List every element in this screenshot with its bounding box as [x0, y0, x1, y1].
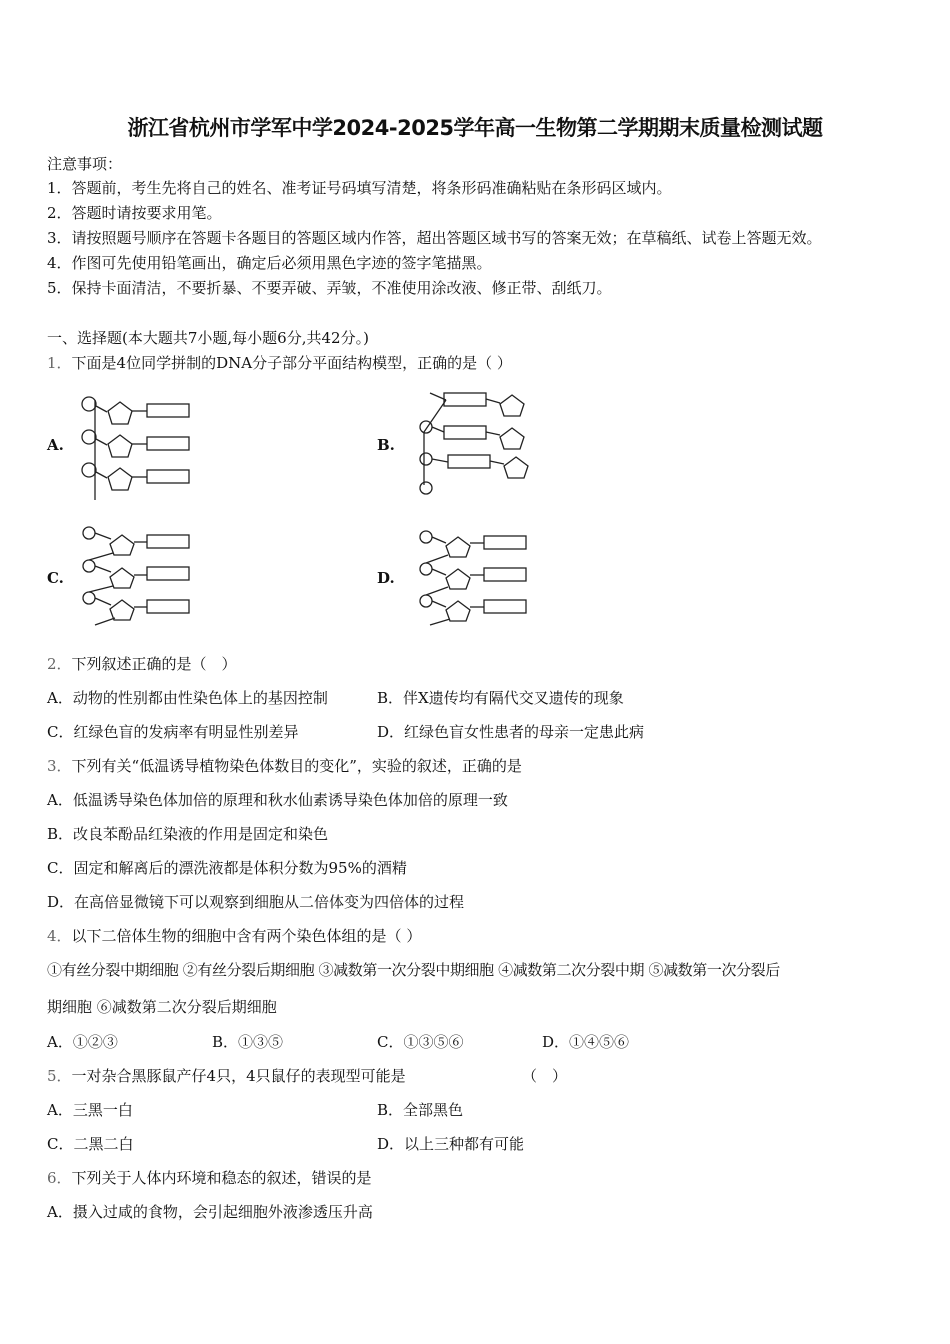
option-d[interactable]: D．在高倍显微镜下可以观察到细胞从二倍体变为四倍体的过程 [47, 893, 465, 911]
option-c[interactable]: C．红绿色盲的发病率有明显性别差异 [47, 723, 299, 741]
notice-item: 4．作图可先使用铅笔画出，确定后必须用黑色字迹的签字笔描黑。 [47, 254, 492, 272]
question-stem: 下列有关“低温诱导植物染色体数目的变化”，实验的叙述，正确的是 [71, 757, 522, 775]
option-a[interactable]: A．动物的性别都由性染色体上的基因控制 [47, 689, 328, 707]
question-number: 3． [47, 757, 72, 775]
question-6 [47, 1167, 372, 1188]
dna-model-d [410, 525, 535, 630]
option-d[interactable]: D．红绿色盲女性患者的母亲一定患此病 [377, 723, 645, 741]
question-stem: 以下二倍体生物的细胞中含有两个染色体组的是（ ） [71, 927, 422, 945]
question-4-items-cont: 期细胞 ⑥减数第二次分裂后期细胞 [47, 998, 277, 1016]
question-3 [47, 755, 522, 776]
notice-item: 5．保持卡面清洁，不要折暴、不要弄破、弄皱，不准使用涂改液、修正带、刮纸刀。 [47, 279, 612, 297]
option-a-label[interactable]: A. [47, 436, 64, 454]
question-5 [47, 1065, 406, 1086]
option-b[interactable]: B．伴X遗传均有隔代交叉遗传的现象 [377, 689, 624, 707]
notice-item: 3．请按照题号顺序在答题卡各题目的答题区域内作答，超出答题区域书写的答案无效；在草稿纸、试卷上答题无效。 [47, 229, 822, 247]
exam-title: 浙江省杭州市学军中学2024-2025学年高一生物第二学期期末质量检测试题 [127, 116, 823, 140]
dna-model-b [408, 385, 538, 500]
question-stem: 一对杂合黑豚鼠产仔4只，4只鼠仔的表现型可能是 [71, 1067, 406, 1085]
answer-paren: （ ） [522, 1067, 568, 1085]
question-stem: 下列关于人体内环境和稳态的叙述，错误的是 [71, 1169, 372, 1187]
question-number: 4． [47, 927, 72, 945]
option-d-label[interactable]: D. [377, 569, 395, 587]
option-a[interactable]: A．①②③ [47, 1033, 118, 1051]
question-number: 1． [47, 354, 72, 372]
question-number: 6． [47, 1169, 72, 1187]
option-b-label[interactable]: B. [377, 436, 395, 454]
notice-item: 2．答题时请按要求用笔。 [47, 204, 222, 222]
option-b[interactable]: B．全部黑色 [377, 1101, 464, 1119]
question-4 [47, 925, 421, 946]
option-b[interactable]: B．①③⑤ [212, 1033, 284, 1051]
option-c-label[interactable]: C. [47, 569, 64, 587]
dna-model-c [75, 525, 200, 630]
option-a[interactable]: A．摄入过咸的食物，会引起细胞外液渗透压升高 [47, 1203, 373, 1221]
question-4-items: ①有丝分裂中期细胞 ②有丝分裂后期细胞 ③减数第一次分裂中期细胞 ④减数第二次分裂中期 ⑤减数第一次分裂后 [47, 961, 780, 979]
question-number: 5． [47, 1067, 72, 1085]
option-c[interactable]: C．二黑二白 [47, 1135, 134, 1153]
option-d[interactable]: D．以上三种都有可能 [377, 1135, 525, 1153]
option-c[interactable]: C．固定和解离后的漂洗液都是体积分数为95%的酒精 [47, 859, 407, 877]
option-a[interactable]: A．三黑一白 [47, 1101, 133, 1119]
question-stem: 下列叙述正确的是（ ） [71, 655, 237, 673]
option-c[interactable]: C．①③⑤⑥ [377, 1033, 464, 1051]
question-1 [47, 352, 512, 373]
question-number: 2． [47, 655, 72, 673]
notice-heading: 注意事项： [47, 155, 123, 173]
notice-item: 1．答题前，考生先将自己的姓名、准考证号码填写清楚，将条形码准确粘贴在条形码区域内。 [47, 179, 672, 197]
option-b[interactable]: B．改良苯酚品红染液的作用是固定和染色 [47, 825, 329, 843]
option-a[interactable]: A．低温诱导染色体加倍的原理和秋水仙素诱导染色体加倍的原理一致 [47, 791, 508, 809]
question-2 [47, 653, 237, 674]
question-stem: 下面是4位同学拼制的DNA分子部分平面结构模型，正确的是（ ） [71, 354, 512, 372]
dna-model-a [75, 392, 200, 502]
section-heading: 一、选择题(本大题共7小题,每小题6分,共42分。) [47, 329, 369, 347]
option-d[interactable]: D．①④⑤⑥ [542, 1033, 630, 1051]
